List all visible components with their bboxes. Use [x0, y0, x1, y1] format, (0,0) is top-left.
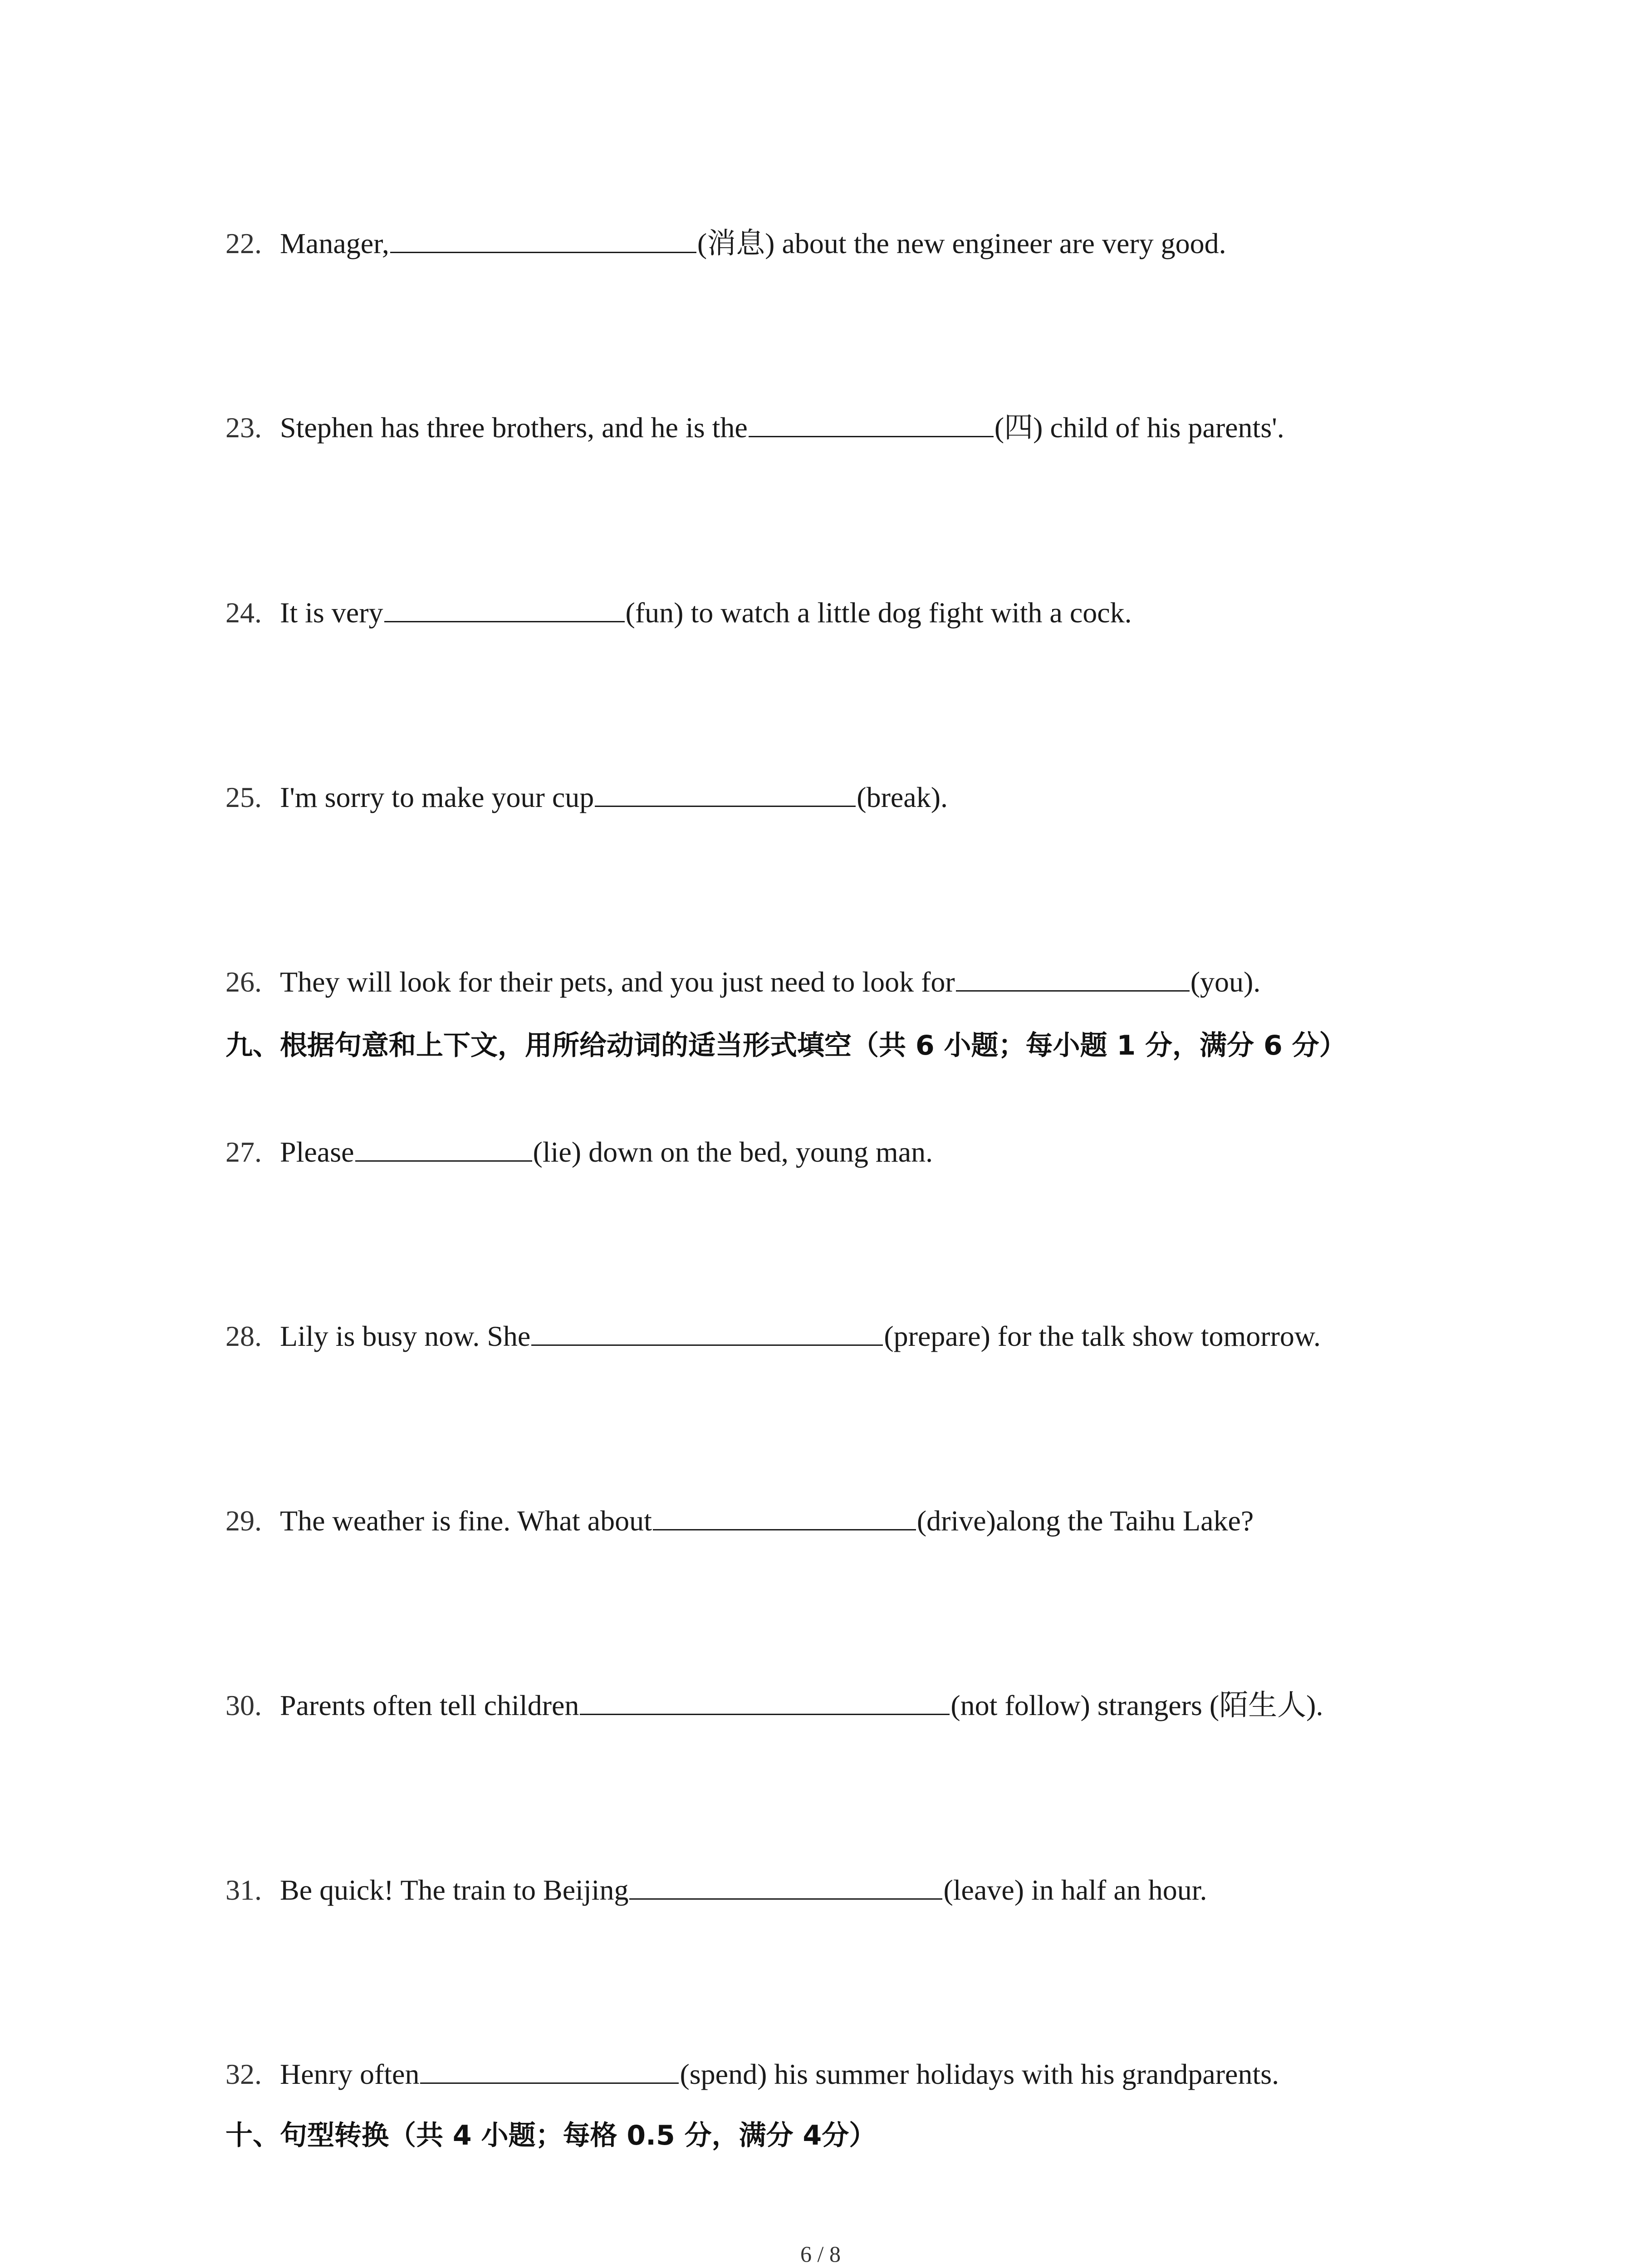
question-number: 22.	[225, 227, 262, 259]
question-text-end: his summer holidays with his grandparents.	[767, 2058, 1279, 2090]
section-heading-nine: 九、根据句意和上下文，用所给动词的适当形式填空（共 6 小题；每小题 1 分，满分 6 分）	[225, 1030, 1347, 1061]
question-22	[225, 225, 1226, 262]
answer-blank[interactable]	[595, 780, 856, 807]
answer-blank[interactable]	[531, 1319, 883, 1346]
question-27	[225, 1134, 933, 1170]
question-number: 24.	[225, 596, 262, 629]
question-24	[225, 595, 1132, 631]
question-text: Parents often tell children	[280, 1689, 579, 1721]
question-text: Lily is busy now. She	[280, 1320, 531, 1352]
question-hint: (break).	[857, 781, 948, 813]
answer-blank[interactable]	[749, 411, 994, 437]
question-text-end: child of his parents'.	[1043, 411, 1284, 444]
answer-blank[interactable]	[390, 226, 696, 253]
question-hint: (fun)	[625, 596, 684, 629]
answer-blank[interactable]	[355, 1135, 532, 1162]
question-hint: (you).	[1190, 966, 1261, 998]
question-25	[225, 779, 948, 816]
answer-blank[interactable]	[384, 596, 625, 622]
question-text-end: to watch a little dog fight with a cock.	[683, 596, 1132, 629]
question-text-end: about the new engineer are very good.	[774, 227, 1226, 259]
question-text-end: strangers (陌生人).	[1090, 1689, 1323, 1721]
question-number: 28.	[225, 1320, 262, 1352]
page-number: 6 / 8	[800, 2241, 841, 2267]
question-text: I'm sorry to make your cup	[280, 781, 594, 813]
question-text: Be quick! The train to Beijing	[280, 1874, 629, 1906]
question-number: 23.	[225, 411, 262, 444]
question-text-end: for the talk show tomorrow.	[990, 1320, 1321, 1352]
question-hint: (leave)	[943, 1874, 1024, 1906]
question-number: 31.	[225, 1874, 262, 1906]
question-text: Henry often	[280, 2058, 420, 2090]
question-hint: (drive)	[916, 1505, 996, 1537]
question-32	[225, 2056, 1279, 2092]
question-hint: (spend)	[680, 2058, 767, 2090]
question-number: 32.	[225, 2058, 262, 2090]
question-26	[225, 964, 1260, 1000]
question-31	[225, 1872, 1207, 1908]
question-number: 26.	[225, 966, 262, 998]
answer-blank[interactable]	[956, 965, 1190, 992]
answer-blank[interactable]	[420, 2057, 679, 2084]
question-text: Please	[280, 1136, 354, 1168]
question-hint: (prepare)	[884, 1320, 990, 1352]
answer-blank[interactable]	[653, 1504, 916, 1530]
question-28	[225, 1318, 1321, 1354]
answer-blank[interactable]	[629, 1873, 942, 1900]
section-heading-ten: 十、句型转换（共 4 小题；每格 0.5 分，满分 4分）	[225, 2120, 877, 2151]
question-number: 27.	[225, 1136, 262, 1168]
question-text: They will look for their pets, and you just need to look for	[280, 966, 955, 998]
answer-blank[interactable]	[580, 1688, 950, 1715]
question-text-end: in half an hour.	[1024, 1874, 1207, 1906]
question-hint: (not follow)	[950, 1689, 1090, 1721]
question-hint: (消息)	[697, 227, 775, 259]
question-text-end: down on the bed, young man.	[581, 1136, 933, 1168]
question-number: 25.	[225, 781, 262, 813]
question-text-end: along the Taihu Lake?	[995, 1505, 1254, 1537]
question-text: Stephen has three brothers, and he is the	[280, 411, 748, 444]
question-hint: (四)	[994, 411, 1043, 444]
question-text: The weather is fine. What about	[280, 1505, 652, 1537]
question-number: 29.	[225, 1505, 262, 1537]
question-number: 30.	[225, 1689, 262, 1721]
question-text: It is very	[280, 596, 383, 629]
question-23	[225, 410, 1284, 446]
question-30	[225, 1687, 1323, 1724]
question-text: Manager,	[280, 227, 389, 259]
question-hint: (lie)	[533, 1136, 582, 1168]
question-29	[225, 1503, 1254, 1539]
